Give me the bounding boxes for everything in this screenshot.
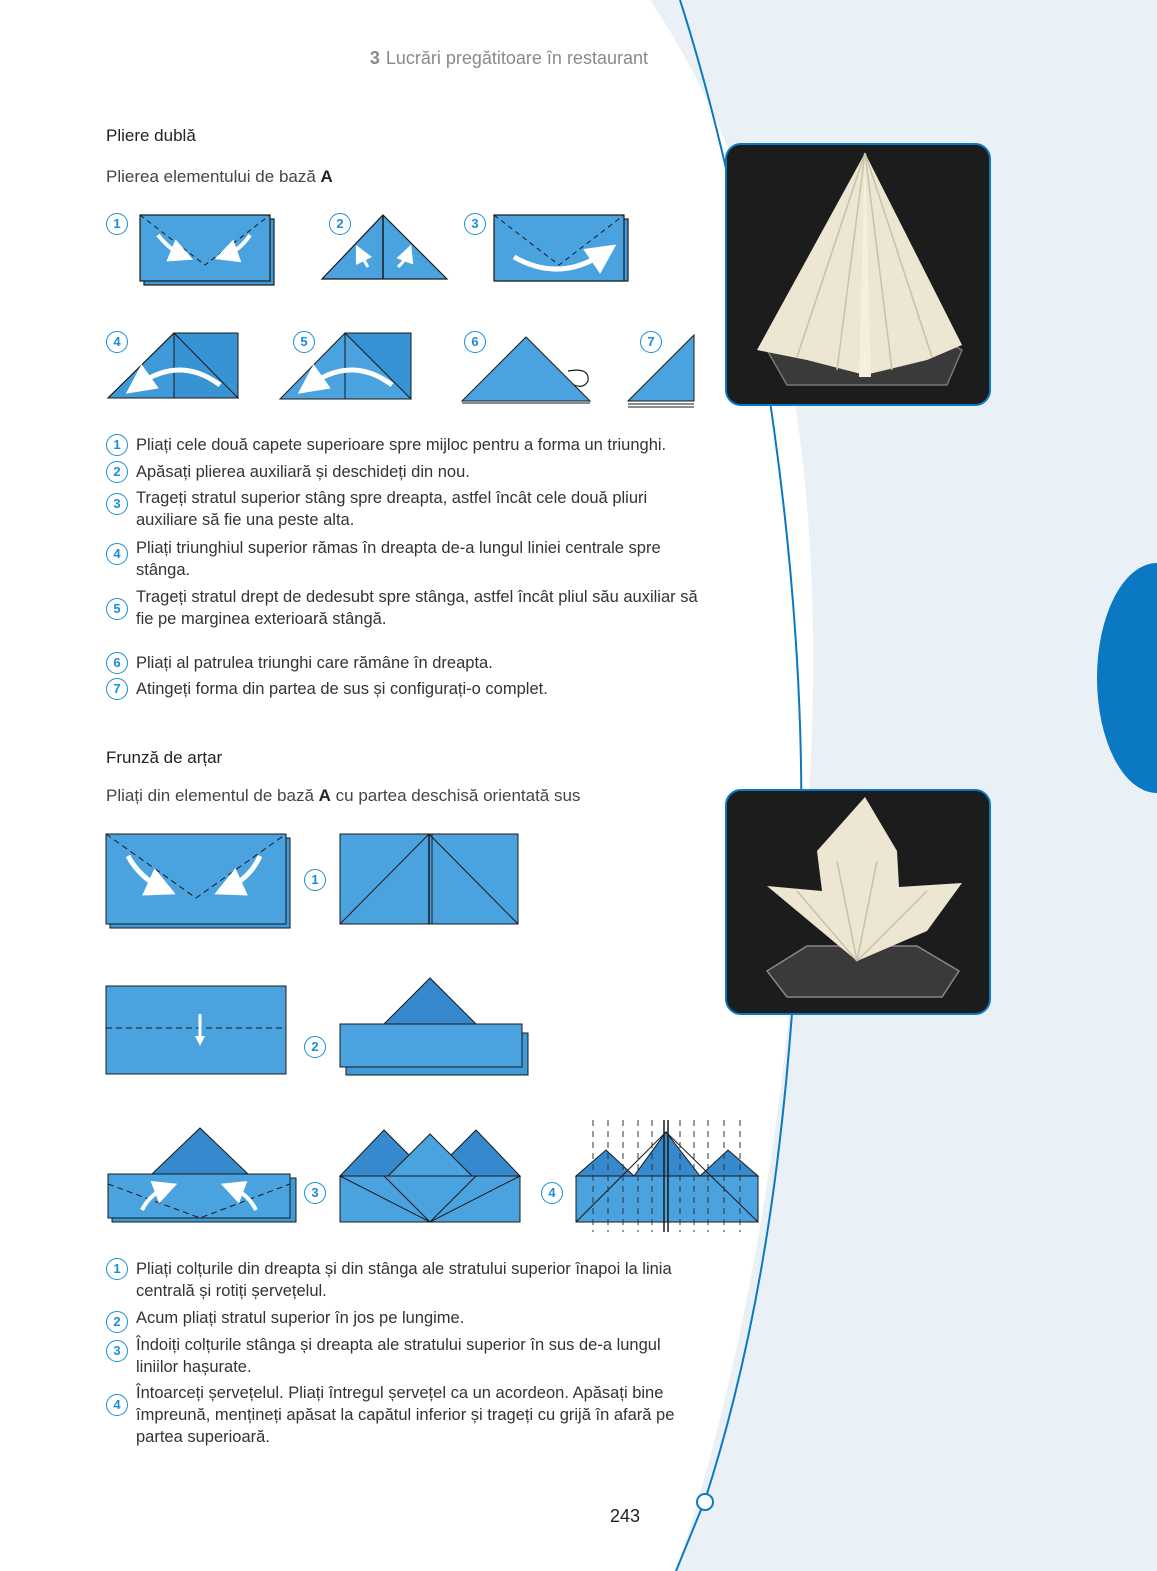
step-text: Acum pliați stratul superior în jos pe lungime. [136, 1309, 465, 1327]
step-number: 6 [106, 652, 128, 674]
step-number: 4 [106, 543, 128, 565]
maple-step-1a [106, 834, 290, 928]
chapter-title: Lucrări pregătitoare în restaurant [385, 48, 648, 68]
step-text: Trageți stratul drept de dedesubt spre stânga, astfel încât pliul său auxiliar să fie pe marginea exterioară stângă. [136, 588, 698, 628]
maple-step-1b [340, 834, 518, 924]
diagram-number-1: 1 [304, 869, 326, 891]
step-text: Pliați cele două capete superioare spre mijloc pentru a forma un triunghi. [136, 436, 667, 454]
subtitle-letter: A [318, 786, 331, 805]
step-text: Trageți stratul superior stâng spre dreapta, astfel încât cele două pliuri auxiliare să fie una peste alta. [136, 489, 648, 529]
step-text: Pliați triunghiul superior rămas în dreapta de-a lungul liniei centrale spre stânga. [136, 539, 661, 579]
diagram-number-3: 3 [464, 213, 486, 235]
chapter-number: 3 [369, 48, 380, 68]
step-text: Apăsați plierea auxiliară și deschideți din nou. [136, 463, 470, 481]
subtitle-text: Plierea elementului de bază [106, 167, 316, 186]
diagram-number-6: 6 [464, 331, 486, 353]
step-number: 1 [106, 434, 128, 456]
napkin-illustration [727, 145, 989, 404]
diagram-number-2: 2 [329, 213, 351, 235]
step-number: 3 [106, 1340, 128, 1362]
step-item [106, 461, 706, 483]
step-number: 2 [106, 1311, 128, 1333]
napkin-photo-double-fold [725, 143, 991, 406]
step-text: Pliați al patrulea triunghi care rămâne în dreapta. [136, 654, 493, 672]
step-item [106, 652, 706, 674]
subtitle-suffix: cu partea deschisă orientată sus [335, 786, 581, 805]
step-text: Pliați colțurile din dreapta și din stânga ale stratului superior înapoi la linia centrală și rotiți șervețelul. [136, 1260, 672, 1300]
fold-step-3 [494, 215, 628, 281]
step-text: Îndoiți colțurile stânga și dreapta ale stratului superior în sus de-a lungul liniilor hașurate. [136, 1336, 661, 1376]
section-title-frunza-de-artar: Frunză de arțar [106, 748, 223, 767]
diagram-frunza-de-artar [100, 828, 765, 1238]
page-number: 243 [609, 1506, 641, 1526]
subtitle-letter: A [320, 167, 333, 186]
step-item [106, 434, 706, 456]
napkin-illustration [727, 791, 989, 1013]
diagram-number-2: 2 [304, 1036, 326, 1058]
section-subtitle-1 [106, 167, 333, 187]
step-number: 7 [106, 678, 128, 700]
maple-step-2b [340, 978, 528, 1075]
step-number: 3 [106, 493, 128, 515]
diagram-number-5: 5 [293, 331, 315, 353]
step-text: Atingeți forma din partea de sus și configurați-o complet. [136, 680, 548, 698]
step-number: 4 [106, 1394, 128, 1416]
step-number: 5 [106, 598, 128, 620]
subtitle-text: Pliați din elementul de bază [106, 786, 314, 805]
step-number: 2 [106, 461, 128, 483]
step-number: 1 [106, 1258, 128, 1280]
diagram-pliere-dubla [100, 205, 705, 415]
napkin-photo-maple-leaf [725, 789, 991, 1015]
diagram-number-4: 4 [106, 331, 128, 353]
section-title-pliere-dubla: Pliere dublă [106, 126, 196, 145]
step-item [106, 1258, 706, 1302]
step-item [106, 586, 706, 630]
fold-step-1 [140, 215, 274, 285]
maple-step-2a [106, 986, 286, 1074]
step-item [106, 678, 706, 700]
running-header [0, 48, 648, 69]
step-item [106, 487, 706, 531]
maple-step-4 [576, 1120, 758, 1232]
diagram-number-7: 7 [640, 331, 662, 353]
diagram-number-4: 4 [541, 1182, 563, 1204]
step-item [106, 1382, 706, 1448]
step-text: Întoarceți șervețelul. Pliați întregul șervețel ca un acordeon. Apăsați bine împreună, mențineți apăsat la capătul inferior și trageți cu grijă în afară pe partea superioară. [136, 1384, 675, 1446]
diagram-number-3: 3 [304, 1182, 326, 1204]
step-item [106, 1334, 706, 1378]
maple-step-3b [340, 1130, 520, 1222]
diagram-number-1: 1 [106, 213, 128, 235]
maple-step-3a [108, 1128, 296, 1222]
section-subtitle-2 [106, 786, 580, 806]
step-item [106, 537, 706, 581]
step-item [106, 1307, 706, 1329]
